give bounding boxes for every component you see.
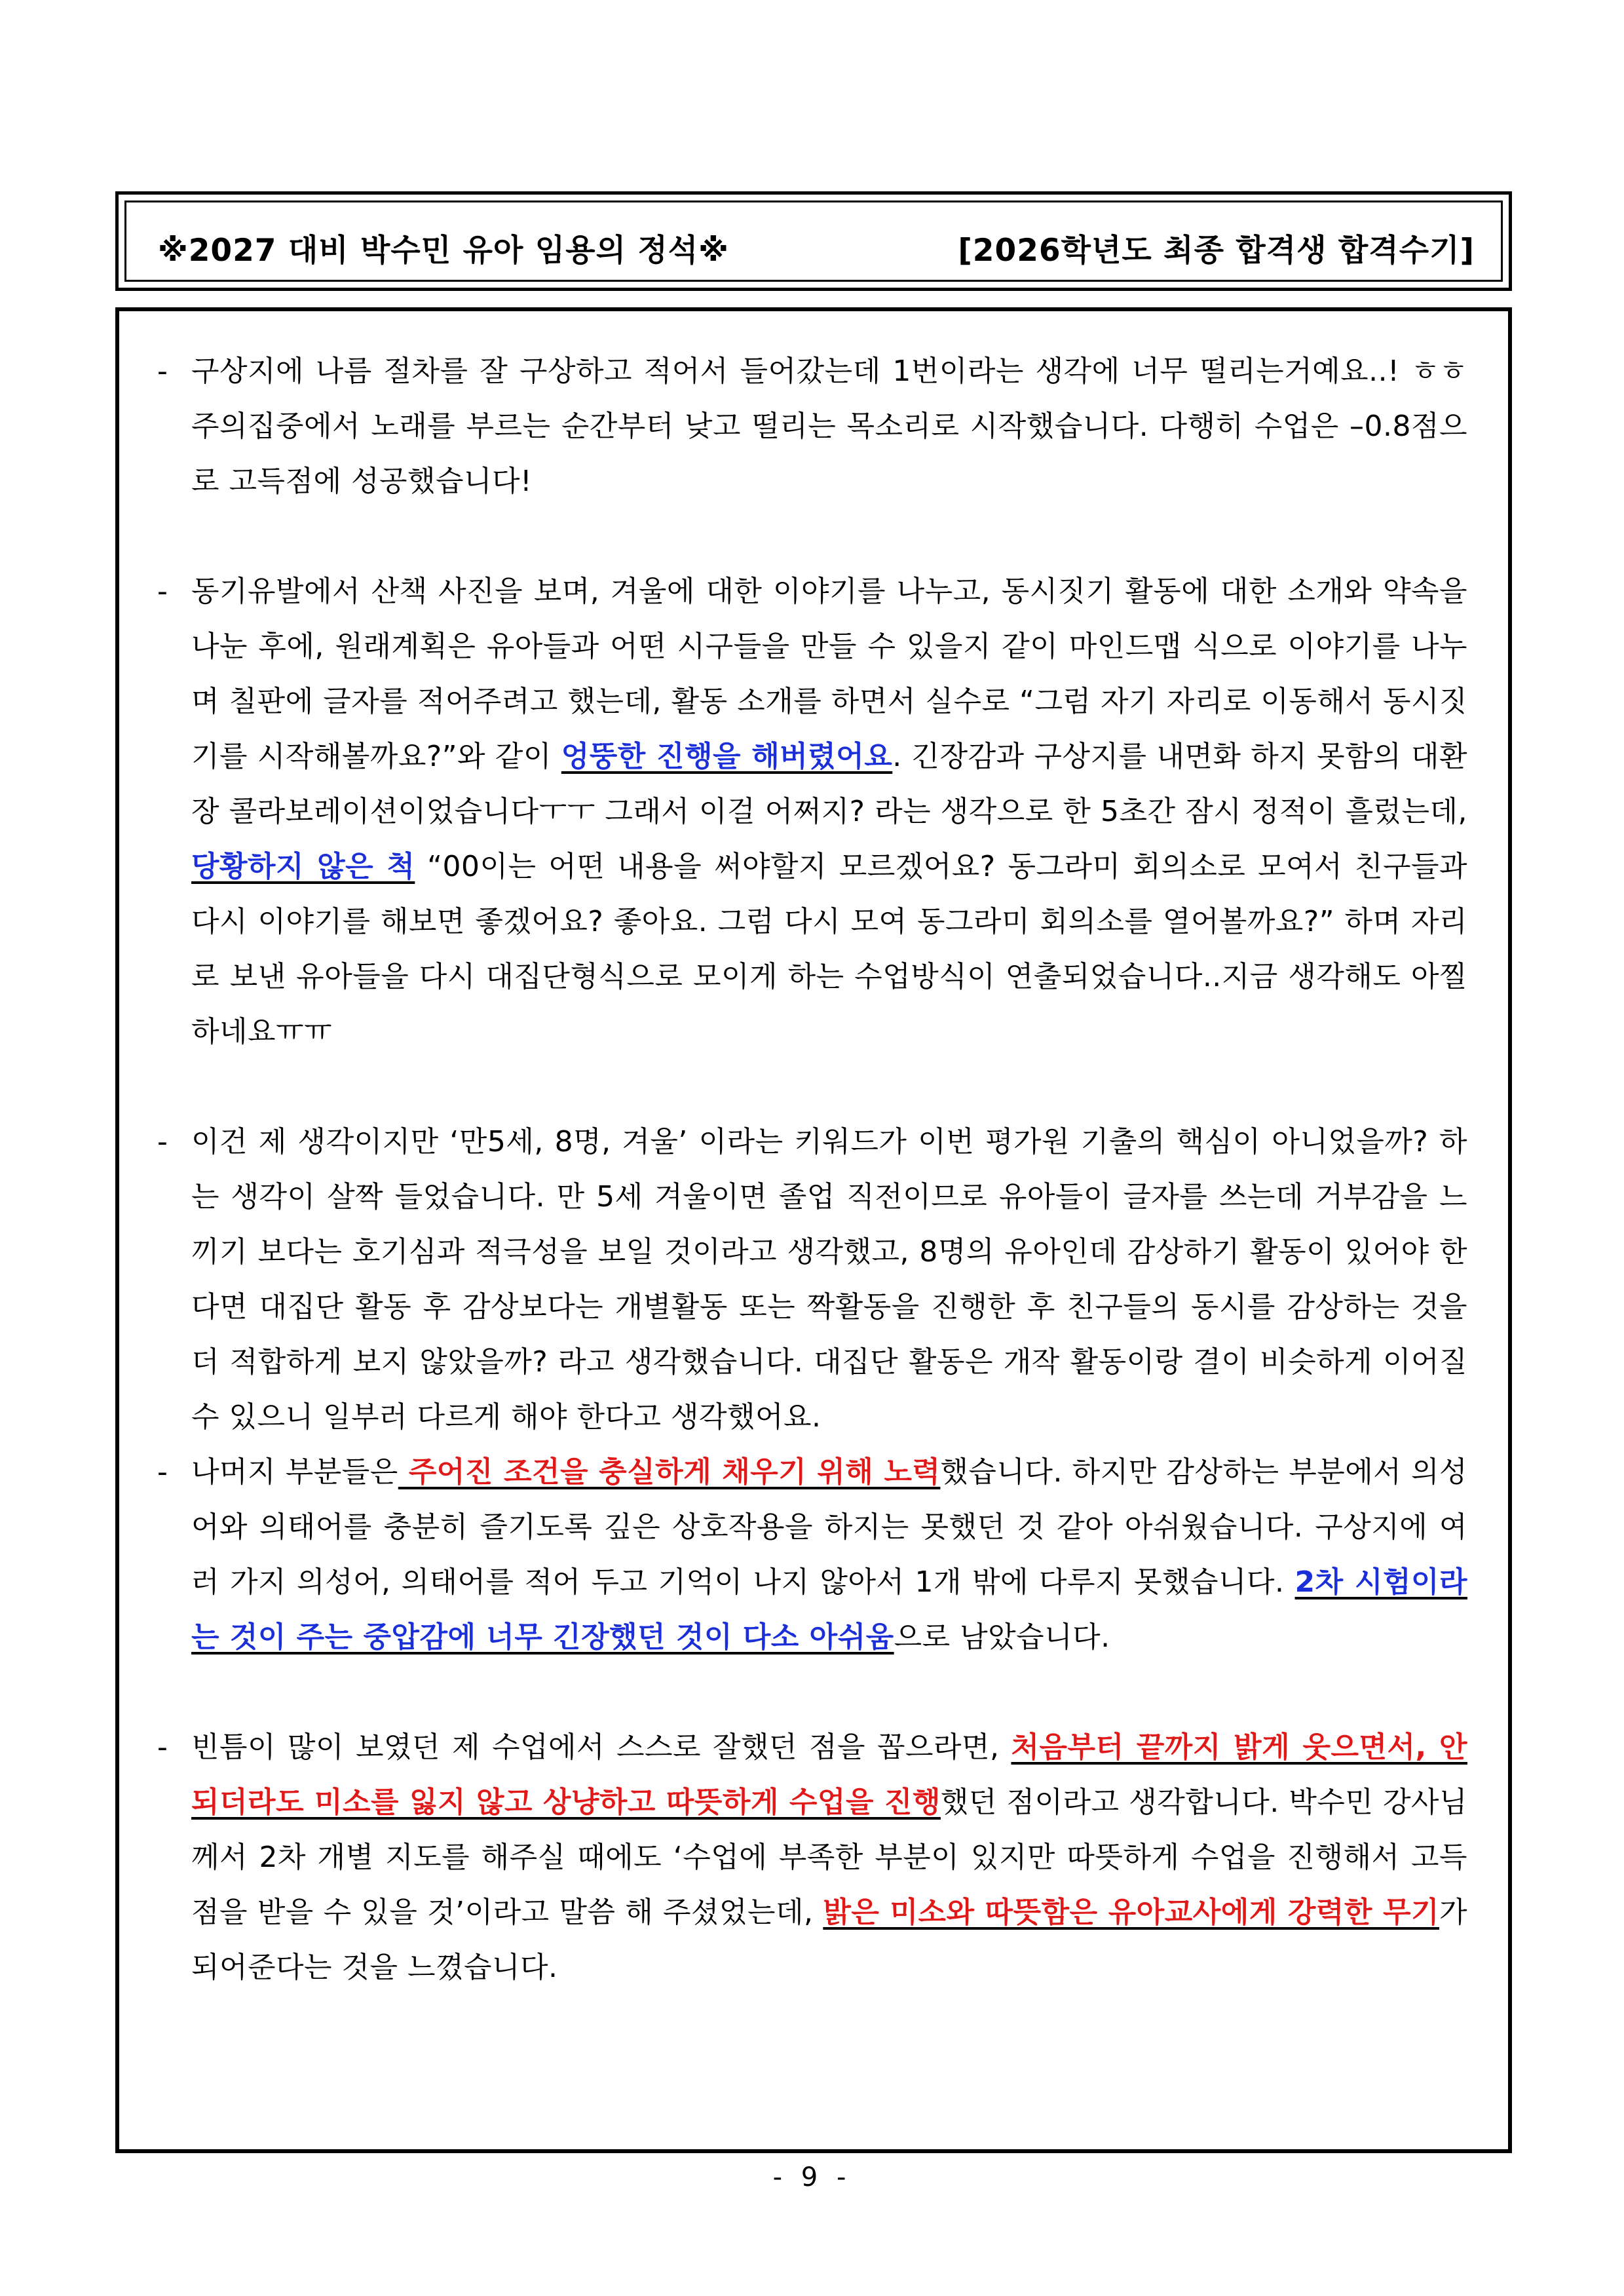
paragraph-text: . 긴장감과 구상지를 내면화 하지 못함의 대환장 콜라보레이션이었습니다ㅜㅜ 그래서 이걸 어쩌지? 라는 생각으로 한 5초간 잠시 정적이 흘렀는데, <box>191 740 1468 828</box>
bullet-dash: - <box>157 1731 168 1764</box>
header-box <box>115 191 1512 291</box>
page-number: - 9 - <box>772 2162 852 2192</box>
paragraph-text: 동기유발에서 산책 사진을 보며, 겨울에 대한 이야기를 나누고, 동시짓기 활동에 대한 소개와 약속을 나눈 후에, 원래계획은 유아들과 어떤 시구들을 만들 수 있을지 같이 마인드맵 식으로 이야기를 나누며 칠판에 글자를 적어주려고 했는데, 활동 소개를 하면서 실수로 “그럼 자기 자리로 이동해서 동시짓기를 시작해볼까요?”와 같이 <box>191 575 1467 773</box>
paragraph-text: 이건 제 생각이지만 ‘만5세, 8명, 겨울’ 이라는 키워드가 이번 평가원 기출의 핵심이 아니었을까? 하는 생각이 살짝 들었습니다. 만 5세 겨울이면 졸업 직전이므로 유아들이 글자를 쓰는데 거부감을 느끼기 보다는 호기심과 적극성을 보일 것이라고 생각했고, 8명의 유아인데 감상하기 활동이 있어야 한다면 대집단 활동 후 감상보다는 개별활동 또는 짝활동을 진행한 후 친구들의 동시를 감상하는 것을 더 적합하게 보지 않았을까? 라고 생각했습니다. 대집단 활동은 개작 활동이랑 결이 비슷하게 이어질 수 있으니 일부러 다르게 해야 한다고 생각했어요. <box>191 1125 1467 1434</box>
bullet-dash: - <box>157 1455 168 1489</box>
highlight-red: 밝은 미소와 따뜻함은 유아교사에게 강력한 무기 <box>823 1896 1439 1929</box>
paragraph-4 <box>157 1445 1467 1665</box>
paragraph-text: 나머지 부분들은 <box>191 1455 398 1489</box>
paragraph-text: 했습니다. 하지만 감상하는 부분에서 의성어와 의태어를 충분히 즐기도록 깊은 상호작용을 하지는 못했던 것 같아 아쉬웠습니다. 구상지에 여러 가지 의성어, 의태어를 적어 두고 기억이 나지 않아서 1개 밖에 다루지 못했습니다. <box>191 1455 1468 1599</box>
paragraph-1 <box>157 344 1467 509</box>
header-title-left: ※2027 대비 박수민 유아 임용의 정석※ <box>158 233 729 269</box>
paragraph-text: 가 되어준다는 것을 느꼈습니다. <box>191 1896 1468 1984</box>
highlight-red: 주어진 조건을 충실하게 채우기 위해 노력 <box>398 1455 941 1489</box>
paragraph-gap <box>157 1665 1467 1720</box>
highlight-blue: 2차 시험이라는 것이 주는 중압감에 너무 긴장했던 것이 다소 아쉬움 <box>191 1565 1468 1654</box>
paragraph-2 <box>157 564 1467 1060</box>
paragraph-text: 했던 점이라고 생각합니다. 박수민 강사님께서 2차 개별 지도를 해주실 때에도 ‘수업에 부족한 부분이 있지만 따뜻하게 수업을 진행해서 고득점을 받을 수 있을 것’이라고 말씀 해 주셨었는데, <box>191 1786 1467 1929</box>
bullet-dash: - <box>157 1125 168 1158</box>
paragraph-text: “00이는 어떤 내용을 써야할지 모르겠어요? 동그라미 회의소로 모여서 친구들과 다시 이야기를 해보면 좋겠어요? 좋아요. 그럼 다시 모여 동그라미 회의소를 열어볼까요?” 하며 자리로 보낸 유아들을 다시 대집단형식으로 모이게 하는 수업방식이 연출되었습니다..지금 생각해도 아찔하네요ㅠㅠ <box>191 850 1467 1048</box>
paragraph-gap <box>157 1060 1467 1115</box>
header-title-right: [2026학년도 최종 합격생 합격수기] <box>958 233 1475 269</box>
content-box <box>115 307 1512 2153</box>
paragraph-5 <box>157 1720 1467 1995</box>
highlight-blue: 엉뚱한 진행을 해버렸어요 <box>561 740 893 773</box>
content-body <box>157 344 1467 1995</box>
highlight-red: 처음부터 끝까지 밝게 웃으면서, 안 되더라도 미소를 잃지 않고 상냥하고 따뜻하게 수업을 진행 <box>191 1731 1467 1819</box>
paragraph-3 <box>157 1115 1467 1445</box>
bullet-dash: - <box>157 575 168 608</box>
bullet-dash: - <box>157 354 168 388</box>
paragraph-gap <box>157 509 1467 564</box>
paragraph-text: 구상지에 나름 절차를 잘 구상하고 적어서 들어갔는데 1번이라는 생각에 너무 떨리는거예요..! ㅎㅎ 주의집중에서 노래를 부르는 순간부터 낮고 떨리는 목소리로 시작했습니다. 다행히 수업은 –0.8점으로 고득점에 성공했습니다! <box>191 354 1467 498</box>
paragraph-text: 빈틈이 많이 보였던 제 수업에서 스스로 잘했던 점을 꼽으라면, <box>191 1731 1011 1764</box>
highlight-blue: 당황하지 않은 척 <box>191 850 415 883</box>
paragraph-text: 으로 남았습니다. <box>894 1620 1110 1654</box>
